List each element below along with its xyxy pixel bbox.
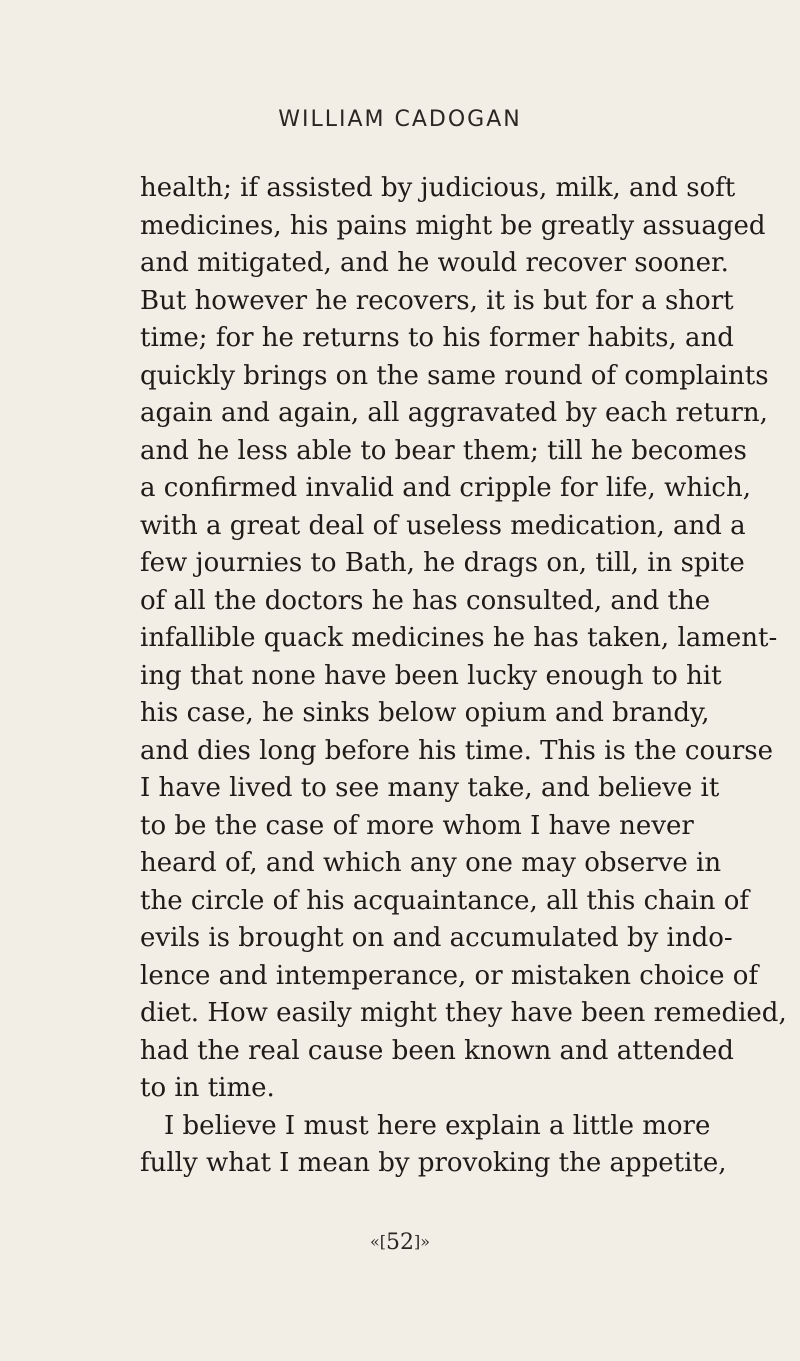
text-line: lence and intemperance, or mistaken choice of bbox=[140, 960, 759, 991]
page-number-value: 52 bbox=[386, 1230, 414, 1255]
text-line: the circle of his acquaintance, all this chain of bbox=[140, 885, 749, 916]
text-line: to be the case of more whom I have never bbox=[140, 810, 694, 841]
text-line: quickly brings on the same round of complaints bbox=[140, 360, 769, 391]
text-line: diet. How easily might they have been remedied, bbox=[140, 998, 787, 1028]
text-line: of all the doctors he has consulted, and the bbox=[140, 585, 711, 616]
text-line: had the real cause been known and attended bbox=[140, 1035, 734, 1066]
body-text bbox=[140, 170, 787, 1183]
text-line: evils is brought on and accumulated by indo- bbox=[140, 923, 733, 953]
text-line: medicines, his pains might be greatly assuaged bbox=[140, 210, 766, 241]
text-line: and mitigated, and he would recover sooner. bbox=[140, 248, 729, 278]
text-line: fully what I mean by provoking the appetite, bbox=[140, 1148, 727, 1178]
page-number bbox=[0, 1230, 800, 1255]
text-line: heard of, and which any one may observe in bbox=[140, 848, 722, 878]
text-line: time; for he returns to his former habits, and bbox=[140, 323, 734, 353]
paragraph-end-line: to in time. bbox=[140, 1073, 275, 1103]
text-line: again and again, all aggravated by each return, bbox=[140, 398, 768, 428]
text-line: and dies long before his time. This is the course bbox=[140, 735, 774, 766]
text-line: I have lived to see many take, and believe it bbox=[140, 773, 720, 803]
text-line: a confirmed invalid and cripple for life, which, bbox=[140, 473, 751, 503]
running-head: WILLIAM CADOGAN bbox=[278, 107, 522, 132]
text-line: with a great deal of useless medication, and a bbox=[140, 510, 746, 541]
paragraph-start-line: I believe I must here explain a little more bbox=[164, 1110, 711, 1141]
text-line: infallible quack medicines he has taken, lament- bbox=[140, 623, 778, 653]
text-line: his case, he sinks below opium and brandy, bbox=[140, 698, 710, 728]
text-line: and he less able to bear them; till he becomes bbox=[140, 435, 747, 466]
text-line: But however he recovers, it is but for a short bbox=[140, 285, 734, 316]
folio-left-ornament: «[ bbox=[369, 1232, 386, 1251]
folio-right-ornament: ]» bbox=[414, 1232, 431, 1251]
text-line: ing that none have been lucky enough to hit bbox=[140, 660, 722, 691]
text-line: health; if assisted by judicious, milk, and soft bbox=[140, 173, 736, 203]
text-line: few journies to Bath, he drags on, till, in spite bbox=[140, 548, 745, 578]
